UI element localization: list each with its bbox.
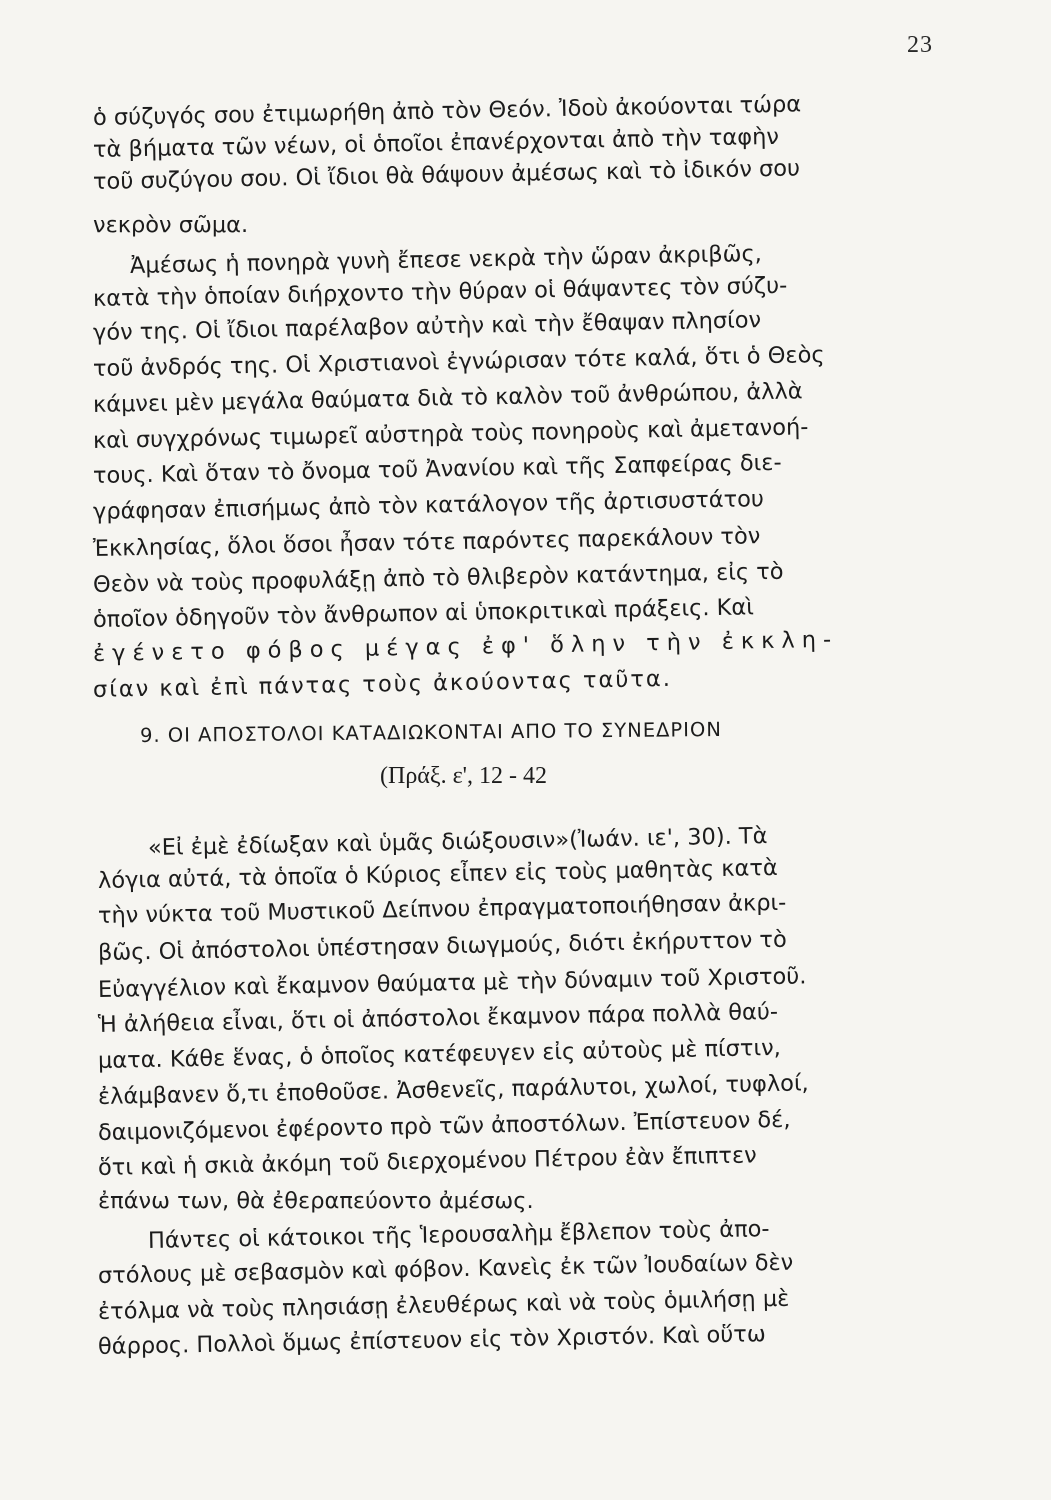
section-heading: 9. ΟΙ ΑΠΟΣΤΟΛΟΙ ΚΑΤΑΔΙΩΚΟΝΤΑΙ ΑΠΟ ΤΟ ΣΥΝΕΔΡΙΟΝ [139,717,722,747]
text-line: γόν της. Οἱ ἴδιοι παρέλαβον αὐτὴν καὶ τὴν ἔθαψαν πλησίον [92,307,762,346]
text-line: ματα. Κάθε ἕνας, ὁ ὁποῖος κατέφευγεν εἰς αὐτοὺς μὲ πίστιν, [97,1034,782,1074]
text-line: ὁ σύζυγός σου ἐτιμωρήθη ἀπὸ τὸν Θεόν. Ἰδοὺ ἀκούονται τώρα [92,91,802,131]
text-line: Ἡ ἀλήθεια εἶναι, ὅτι οἱ ἀπόστολοι ἔκαμνον πάρα πολλὰ θαύ- [97,998,779,1038]
text-line: ὅτι καὶ ἡ σκιὰ ἀκόμη τοῦ διερχομένου Πέτρου ἐὰν ἔπιπτεν [97,1142,757,1181]
text-line: Ἐκκλησίας, ὅλοι ὅσοι ἦσαν τότε παρόντες παρεκάλουν τὸν [92,523,761,562]
text-line: Πάντες οἱ κάτοικοι τῆς Ἱερουσαλὴμ ἔβλεπον τοὺς ἀπο- [147,1216,770,1254]
text-line-emphasis: σίαν καὶ ἐπὶ πάντας τοὺς ἀκούοντας ταῦτα. [92,665,673,703]
text-line: δαιμονιζόμενοι ἐφέροντο πρὸ τῶν ἀποστόλων. Ἐπίστευον δέ, [97,1106,791,1146]
text-line-emphasis: ἐγένετο φόβος μέγας ἐφ' ὅλην τὴν ἐκκλη- [92,626,839,667]
text-line: Ἀμέσως ἡ πονηρὰ γυνὴ ἔπεσε νεκρὰ τὴν ὥραν ἀκριβῶς, [129,240,763,279]
text-line: Εὐαγγέλιον καὶ ἔκαμνον θαύματα μὲ τὴν δύναμιν τοῦ Χριστοῦ. [97,963,807,1003]
text-line: βῶς. Οἱ ἀπόστολοι ὑπέστησαν διωγμούς, διότι ἐκήρυττον τὸ [97,926,787,966]
text-line: γράφησαν ἐπισήμως ἀπὸ τὸν κατάλογον τῆς ἀρτισυστάτου [92,486,765,525]
text-line: κατὰ τὴν ὁποίαν διήρχοντο τὴν θύραν οἱ θάψαντες τὸν σύζυ- [92,272,788,312]
text-line: ἐτόλμα νὰ τοὺς πλησιάσῃ ἐλευθέρως καὶ νὰ τοὺς ὁμιλήσῃ μὲ [97,1285,790,1325]
text-line: ὁποῖον ὁδηγοῦν τὸν ἄνθρωπον αἱ ὑποκριτικαὶ πράξεις. Καὶ [92,594,755,633]
text-line: τοῦ ἀνδρός της. Οἱ Χριστιανοὶ ἐγνώρισαν τότε καλά, ὅτι ὁ Θεὸς [92,341,825,382]
text-line: κάμνει μὲν μεγάλα θαύματα διὰ τὸ καλὸν τοῦ ἀνθρώπου, ἀλλὰ [92,378,803,418]
text-line: ἐλάμβανεν ὅ,τι ἐποθοῦσε. Ἀσθενεῖς, παράλυτοι, χωλοί, τυφλοί, [97,1070,809,1110]
text-line: καὶ συγχρόνως τιμωρεῖ αὐστηρὰ τοὺς πονηροὺς καὶ ἀμετανοή- [92,414,809,454]
page-number: 23 [907,32,933,58]
text-line: λόγια αὐτά, τὰ ὁποῖα ὁ Κύριος εἶπεν εἰς τοὺς μαθητὰς κατὰ [97,854,778,894]
text-line: τους. Καὶ ὅταν τὸ ὄνομα τοῦ Ἀνανίου καὶ τῆς Σαπφείρας διε- [92,449,782,489]
text-line: νεκρὸν σῶμα. [93,212,249,238]
text-line: στόλους μὲ σεβασμὸν καὶ φόβον. Κανεὶς ἐκ τῶν Ἰουδαίων δὲν [97,1249,794,1289]
section-reference: (Πράξ. ε', 12 - 42 [380,763,547,789]
text-line: τὴν νύκτα τοῦ Μυστικοῦ Δείπνου ἐπραγματοποιήθησαν ἀκρι- [97,889,787,929]
text-line: ἐπάνω των, θὰ ἐθεραπεύοντο ἀμέσως. [98,1188,534,1214]
text-line: Θεὸν νὰ τοὺς προφυλάξῃ ἀπὸ τὸ θλιβερὸν κατάντημα, εἰς τὸ [92,558,784,598]
text-line: «Εἰ ἐμὲ ἐδίωξαν καὶ ὑμᾶς διώξουσιν»(Ἰωάν. ιε', 30). Τὰ [147,823,768,861]
text-line: τοῦ συζύγου σου. Οἱ ἴδιοι θὰ θάψουν ἀμέσως καὶ τὸ ἰδικόν σου [92,155,801,195]
text-line: τὰ βήματα τῶν νέων, οἱ ὁποῖοι ἐπανέρχονται ἀπὸ τὴν ταφὴν [92,123,780,163]
text-line: θάρρος. Πολλοὶ ὅμως ἐπίστευον εἰς τὸν Χριστόν. Καὶ οὕτω [97,1321,766,1360]
